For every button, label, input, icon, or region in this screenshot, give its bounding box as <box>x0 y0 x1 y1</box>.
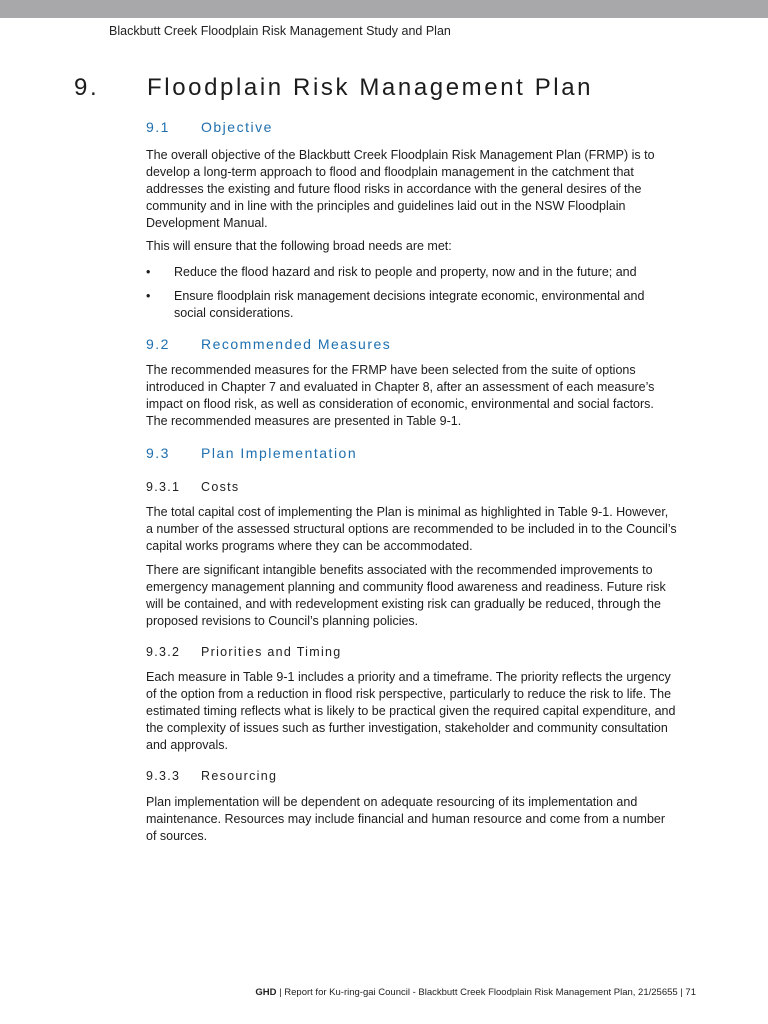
section-title: Objective <box>201 119 273 135</box>
top-grey-band <box>0 0 768 18</box>
chapter-number: 9. <box>74 74 100 101</box>
subsection-title: Priorities and Timing <box>201 645 342 659</box>
footer-text: | Report for Ku-ring-gai Council - Blackbutt Creek Floodplain Risk Management Plan, 21/25655 | 71 <box>276 987 696 998</box>
text-line: the complexity of issues such as further investigation, stakeholder and community consultation <box>146 721 668 736</box>
text-line: Each measure in Table 9-1 includes a priority and a timeframe. The priority reflects the urgency <box>146 670 671 684</box>
resourcing-paragraph <box>146 794 706 845</box>
subsection-number: 9.3.1 <box>146 480 181 494</box>
subsection-title: Resourcing <box>201 769 278 783</box>
text-line: addresses the existing and future flood risks in accordance with the general desires of the <box>146 182 642 197</box>
section-title: Recommended Measures <box>201 336 392 352</box>
text-line: The recommended measures are presented in Table 9-1. <box>146 414 462 429</box>
section-number: 9.3 <box>146 445 170 461</box>
priorities-paragraph <box>146 669 706 754</box>
text-line: proposed revisions to Council’s planning policies. <box>146 614 419 629</box>
text-line: Development Manual. <box>146 216 268 231</box>
footer-brand: GHD <box>255 987 277 998</box>
text-line: introduced in Chapter 7 and evaluated in Chapter 8, after an assessment of each measure’s <box>146 380 655 395</box>
text-line: The total capital cost of implementing the Plan is minimal as highlighted in Table 9-1. However, <box>146 505 669 519</box>
bullet-marker: • <box>146 289 151 303</box>
text-line: and approvals. <box>146 738 229 753</box>
text-line: a number of the assessed structural options are recommended to be included in to the Council’s <box>146 522 677 537</box>
subsection-number: 9.3.3 <box>146 769 181 783</box>
text-line: community and in line with the principles and guidelines laid out in the NSW Floodplain <box>146 199 626 214</box>
section-title: Plan Implementation <box>201 445 358 461</box>
text-line: Plan implementation will be dependent on adequate resourcing of its implementation and <box>146 795 638 809</box>
text-line: impact on flood risk, as well as consideration of economic, environmental and social factors. <box>146 397 654 412</box>
section-number: 9.2 <box>146 336 170 352</box>
text-line: maintenance. Resources may include financial and human resource and come from a number <box>146 812 666 827</box>
text-line: The overall objective of the Blackbutt Creek Floodplain Risk Management Plan (FRMP) is to <box>146 148 655 162</box>
text-line: will be contained, and with redevelopment existing risk can gradually be reduced, through the <box>146 597 661 612</box>
text-line: capital works programs where they can be accommodated. <box>146 539 473 554</box>
page-footer <box>255 987 696 998</box>
bullet-item <box>174 288 704 322</box>
text-line: There are significant intangible benefits associated with the recommended improvements to <box>146 563 653 577</box>
measures-paragraph <box>146 362 706 430</box>
text-line: of the option from a reduction in flood risk perspective, particularly to reduce the risk to life. The <box>146 687 672 702</box>
text-line: Reduce the flood hazard and risk to people and property, now and in the future; and <box>174 265 637 279</box>
bullet-item <box>174 264 704 281</box>
section-number: 9.1 <box>146 119 170 135</box>
text-line: of sources. <box>146 829 208 844</box>
subsection-title: Costs <box>201 480 240 494</box>
needs-intro-paragraph <box>146 238 706 255</box>
bullet-marker: • <box>146 265 151 279</box>
text-line: emergency management planning and community flood awareness and readiness. Future risk <box>146 580 666 595</box>
text-line: This will ensure that the following broad needs are met: <box>146 239 452 253</box>
costs-paragraph-2 <box>146 562 706 630</box>
text-line: The recommended measures for the FRMP have been selected from the suite of options <box>146 363 636 377</box>
objective-paragraph <box>146 147 706 232</box>
text-line: Ensure floodplain risk management decisions integrate economic, environmental and <box>174 289 645 303</box>
running-header: Blackbutt Creek Floodplain Risk Management Study and Plan <box>109 24 451 38</box>
subsection-number: 9.3.2 <box>146 645 181 659</box>
text-line: social considerations. <box>174 306 294 321</box>
costs-paragraph-1 <box>146 504 706 555</box>
chapter-title: Floodplain Risk Management Plan <box>147 74 594 101</box>
text-line: develop a long-term approach to flood and floodplain management in the catchment that <box>146 165 634 180</box>
text-line: estimated timing reflects what is likely to be practical given the required capital expenditure, and <box>146 704 676 719</box>
